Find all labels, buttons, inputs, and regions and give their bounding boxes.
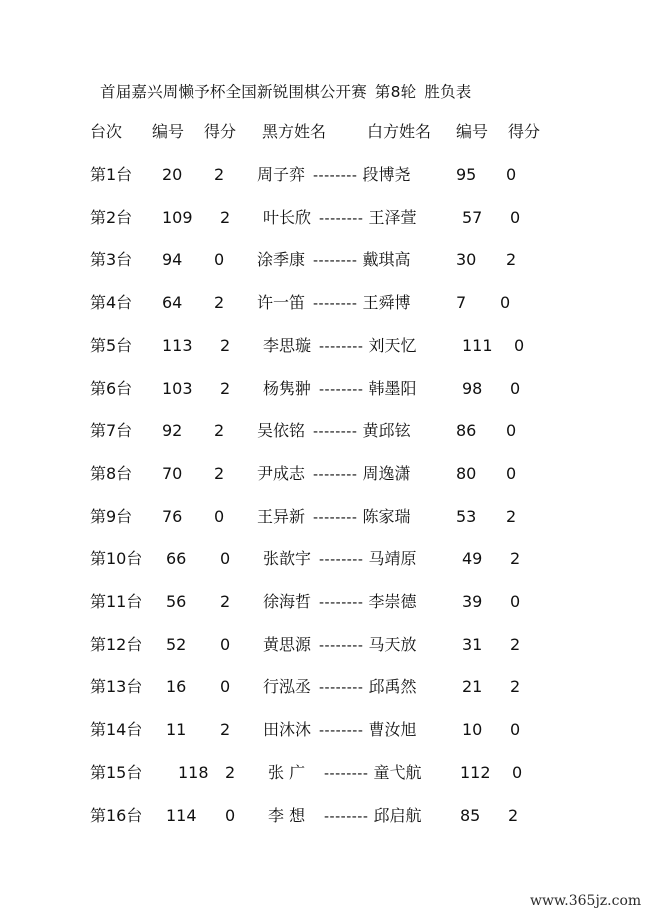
table-row: [0, 462, 650, 486]
table-row: [0, 419, 650, 443]
versus-dash: --------: [319, 637, 364, 654]
header-white-score: 得分: [508, 122, 541, 141]
row-white-score: 0: [506, 165, 517, 184]
row-white-name: 曹汝旭: [368, 720, 417, 740]
row-versus: [319, 547, 417, 572]
header-table: 台次: [90, 122, 123, 141]
row-white-num: 98: [462, 378, 483, 398]
table-row: [0, 206, 650, 230]
row-black-name: 田沐沐: [263, 720, 312, 740]
row-black-score: 2: [214, 421, 225, 441]
row-black-score: 2: [220, 378, 231, 398]
table-row: [0, 804, 650, 828]
row-white-score: 0: [506, 421, 517, 441]
row-black-name: 吴依铭: [257, 421, 306, 441]
row-versus: [319, 334, 417, 359]
versus-dash: --------: [319, 595, 364, 611]
row-white-num: 57: [462, 207, 483, 227]
table-row: [0, 718, 650, 742]
row-versus: [313, 505, 411, 530]
row-black-num: 118: [178, 762, 209, 782]
row-black-score: 0: [214, 506, 225, 526]
row-black-name: 行泓丞: [263, 677, 312, 697]
row-table: 第14台: [90, 720, 143, 740]
row-black-num: 92: [162, 421, 183, 441]
row-white-score: 0: [510, 720, 521, 740]
row-white-name: 童弋航: [373, 762, 422, 782]
row-black-num: 52: [166, 634, 187, 654]
header-white-num: 编号: [456, 122, 489, 141]
versus-dash: --------: [313, 253, 358, 270]
row-black-num: 94: [162, 250, 183, 270]
row-black-name: 张歆宇: [263, 549, 312, 569]
row-table: 第9台: [90, 506, 133, 526]
row-black-score: 2: [214, 463, 225, 483]
row-versus: [319, 675, 417, 700]
versus-dash: --------: [319, 338, 364, 355]
row-table: 第2台: [90, 207, 133, 227]
row-black-num: 76: [162, 506, 183, 526]
row-white-num: 86: [456, 421, 477, 441]
row-white-score: 0: [510, 592, 521, 611]
row-black-num: 56: [166, 592, 187, 611]
row-white-score: 0: [512, 762, 523, 782]
row-white-name: 马靖原: [368, 549, 417, 569]
row-black-score: 2: [220, 720, 231, 740]
row-black-num: 114: [166, 805, 197, 825]
header-black-score: 得分: [204, 122, 237, 141]
watermark: www.365jz.com: [530, 893, 642, 909]
row-table: 第6台: [90, 378, 133, 398]
row-black-score: 2: [220, 592, 231, 611]
row-table: 第8台: [90, 463, 133, 483]
row-white-score: 2: [506, 506, 517, 526]
table-row: [0, 633, 650, 657]
row-black-score: 2: [220, 335, 231, 355]
table-row: [0, 761, 650, 785]
row-white-score: 0: [506, 463, 517, 483]
row-versus: [313, 462, 411, 487]
row-white-num: 39: [462, 592, 483, 611]
row-black-score: 2: [225, 762, 236, 782]
table-row: [0, 291, 650, 315]
versus-dash: --------: [313, 509, 358, 526]
table-row: [0, 505, 650, 529]
row-table: 第12台: [90, 634, 143, 654]
row-table: 第7台: [90, 421, 133, 441]
versus-dash: --------: [313, 296, 358, 313]
table-header: [0, 120, 650, 144]
row-black-score: 0: [214, 250, 225, 270]
row-white-name: 王泽萱: [368, 207, 417, 227]
row-white-name: 邱禹然: [368, 677, 417, 697]
row-table: 第3台: [90, 250, 133, 270]
row-white-name: 李崇德: [368, 592, 417, 611]
row-versus: [324, 804, 422, 829]
row-black-name: 李 想: [268, 805, 306, 825]
versus-dash: --------: [313, 168, 358, 184]
row-black-name: 黄思源: [263, 634, 312, 654]
row-black-num: 70: [162, 463, 183, 483]
row-white-name: 邱启航: [373, 805, 422, 825]
row-black-num: 109: [162, 207, 193, 227]
row-white-num: 85: [460, 805, 481, 825]
row-versus: [319, 633, 417, 658]
row-versus: [313, 163, 411, 188]
table-row: [0, 334, 650, 358]
row-black-score: 2: [214, 293, 225, 313]
row-versus: [319, 206, 417, 231]
row-black-num: 66: [166, 549, 187, 569]
row-table: 第1台: [90, 165, 133, 184]
table-row: [0, 547, 650, 571]
row-black-name: 叶长欣: [263, 207, 312, 227]
row-black-name: 张 广: [268, 762, 306, 782]
row-white-name: 段博尧: [362, 165, 411, 184]
row-versus: [324, 761, 422, 786]
table-row: [0, 377, 650, 401]
row-table: 第13台: [90, 677, 143, 697]
row-white-name: 戴琪高: [362, 250, 411, 270]
title-round: 第8轮: [374, 83, 417, 101]
row-white-score: 2: [510, 549, 521, 569]
row-versus: [319, 377, 417, 402]
row-black-name: 周子弈: [257, 165, 306, 184]
row-black-name: 涂季康: [257, 250, 306, 270]
row-white-num: 112: [460, 762, 491, 782]
row-table: 第10台: [90, 549, 143, 569]
row-white-name: 陈家瑞: [362, 506, 411, 526]
header-black-num: 编号: [152, 122, 185, 141]
row-white-score: 0: [510, 378, 521, 398]
row-black-num: 16: [166, 677, 187, 697]
row-white-score: 0: [514, 335, 525, 355]
row-black-num: 20: [162, 165, 183, 184]
row-black-name: 尹成志: [257, 463, 306, 483]
page-title: [100, 80, 471, 102]
table-row: [0, 675, 650, 699]
row-white-score: 2: [506, 250, 517, 270]
versus-dash: --------: [319, 381, 364, 398]
row-table: 第11台: [90, 592, 143, 611]
row-black-name: 李思璇: [263, 335, 312, 355]
versus-dash: --------: [319, 552, 364, 569]
row-black-score: 0: [220, 634, 231, 654]
row-versus: [319, 590, 417, 615]
row-white-name: 韩墨阳: [368, 378, 417, 398]
row-white-name: 王舜博: [362, 293, 411, 313]
row-table: 第5台: [90, 335, 133, 355]
row-white-name: 马天放: [368, 634, 417, 654]
row-black-num: 103: [162, 378, 193, 398]
row-white-num: 21: [462, 677, 483, 697]
row-black-name: 王异新: [257, 506, 306, 526]
row-white-score: 2: [508, 805, 519, 825]
row-black-num: 11: [166, 720, 187, 740]
row-versus: [313, 291, 411, 316]
row-white-score: 2: [510, 634, 521, 654]
row-black-score: 0: [225, 805, 236, 825]
row-white-num: 111: [462, 335, 493, 355]
row-white-num: 30: [456, 250, 477, 270]
row-white-name: 周逸潇: [362, 463, 411, 483]
versus-dash: --------: [313, 466, 358, 483]
row-white-num: 49: [462, 549, 483, 569]
row-versus: [319, 718, 417, 743]
row-black-name: 徐海哲: [263, 592, 312, 611]
row-black-num: 113: [162, 335, 193, 355]
versus-dash: --------: [319, 680, 364, 697]
row-versus: [313, 419, 411, 444]
versus-dash: --------: [319, 210, 364, 227]
row-white-num: 7: [456, 293, 467, 313]
row-white-score: 2: [510, 677, 521, 697]
row-black-num: 64: [162, 293, 183, 313]
row-white-name: 刘天忆: [368, 335, 417, 355]
row-white-num: 53: [456, 506, 477, 526]
title-event: 首届嘉兴周懒予杯全国新锐围棋公开赛: [100, 83, 367, 101]
versus-dash: --------: [324, 808, 369, 825]
row-black-score: 0: [220, 677, 231, 697]
row-versus: [313, 248, 411, 273]
row-white-name: 黄邱铉: [362, 421, 411, 441]
row-white-score: 0: [500, 293, 511, 313]
versus-dash: --------: [319, 723, 364, 740]
versus-dash: --------: [313, 424, 358, 441]
row-black-score: 2: [220, 207, 231, 227]
row-white-num: 80: [456, 463, 477, 483]
row-black-name: 许一笛: [257, 293, 306, 313]
table-row: [0, 163, 650, 187]
table-row: [0, 590, 650, 614]
row-white-num: 10: [462, 720, 483, 740]
header-black-name: 黑方姓名: [262, 122, 327, 141]
title-kind: 胜负表: [424, 83, 472, 101]
row-white-num: 31: [462, 634, 483, 654]
row-black-score: 2: [214, 165, 225, 184]
row-table: 第16台: [90, 805, 143, 825]
row-table: 第4台: [90, 293, 133, 313]
header-white-name: 白方姓名: [367, 122, 432, 141]
row-black-name: 杨隽翀: [263, 378, 312, 398]
row-white-num: 95: [456, 165, 477, 184]
row-table: 第15台: [90, 762, 143, 782]
row-black-score: 0: [220, 549, 231, 569]
row-white-score: 0: [510, 207, 521, 227]
versus-dash: --------: [324, 765, 369, 782]
table-row: [0, 248, 650, 272]
